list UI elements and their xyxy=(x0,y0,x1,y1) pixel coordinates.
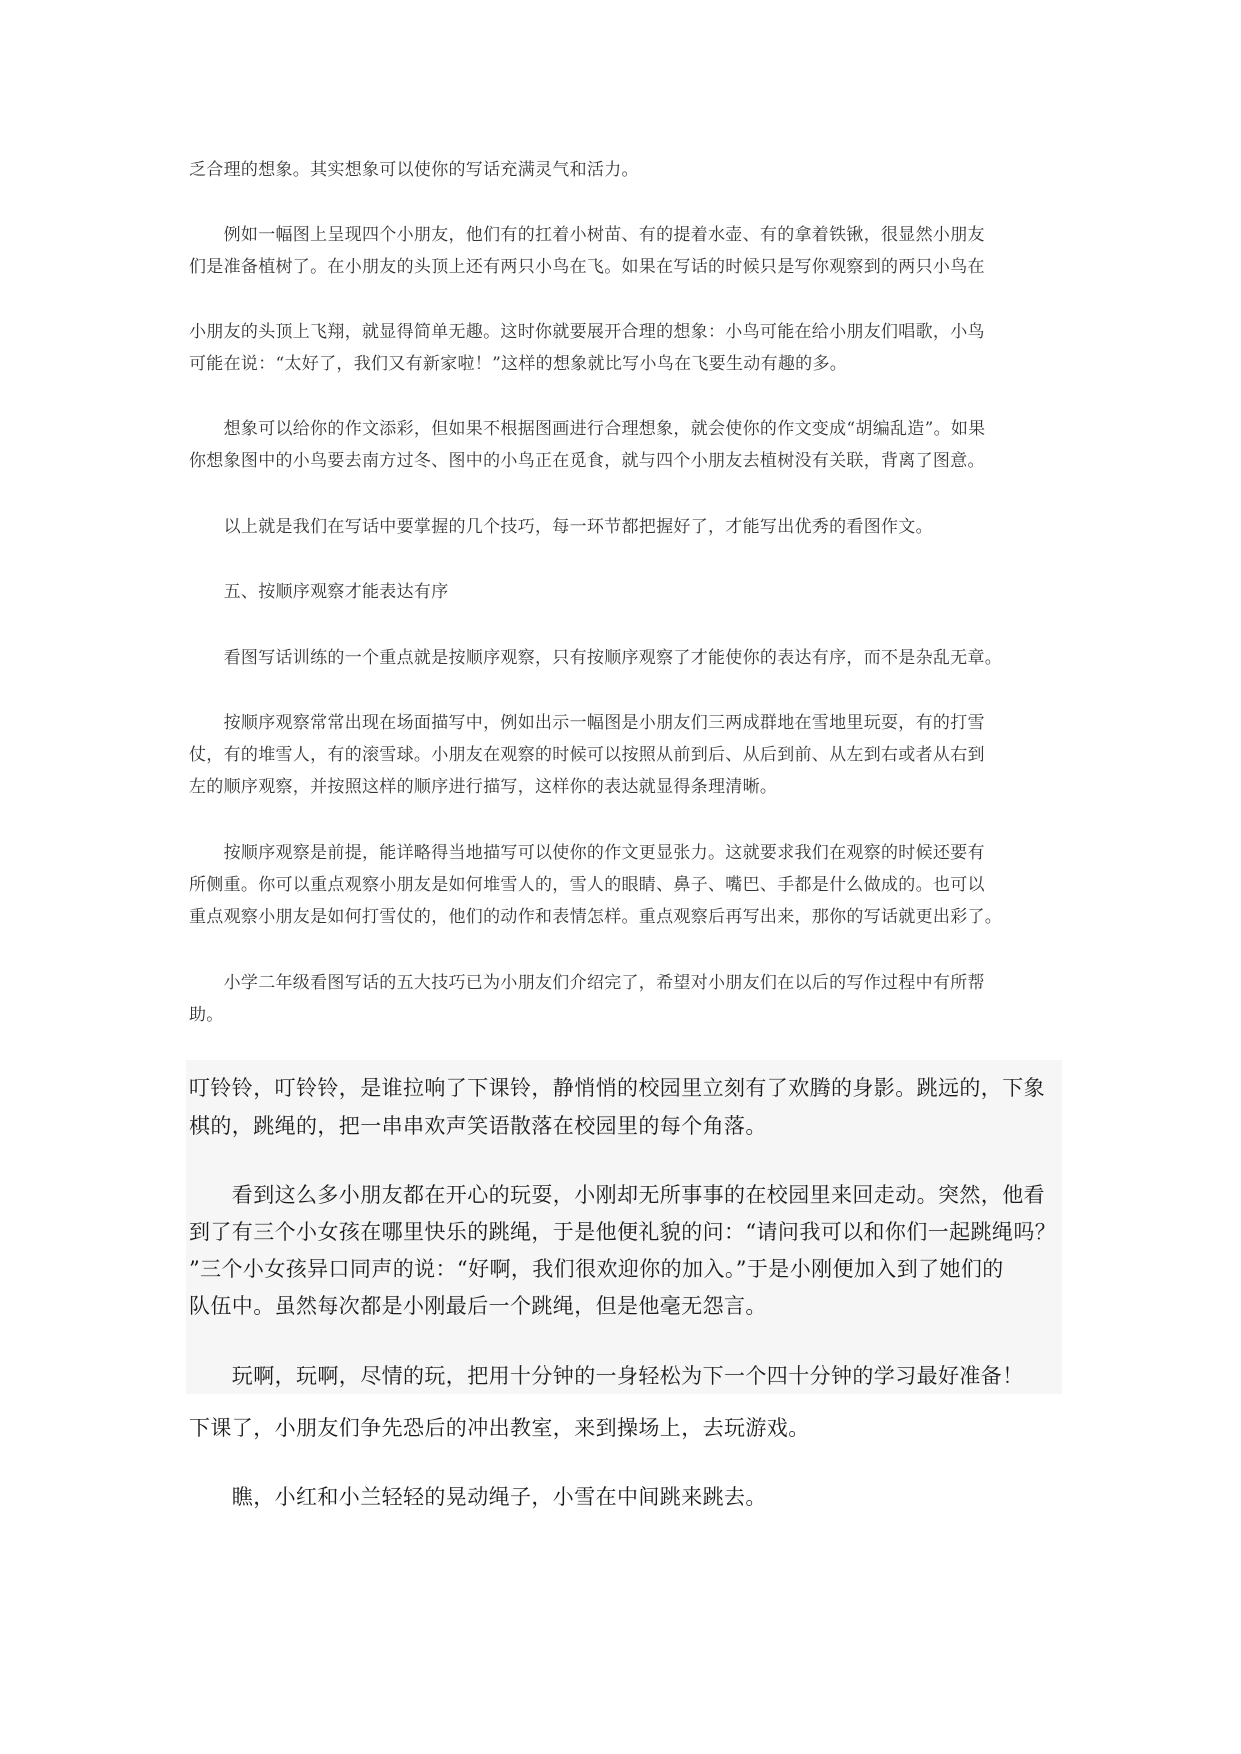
article-line: 可能在说：“太好了，我们又有新家啦！”这样的想象就比写小鸟在飞要生动有趣的多。 xyxy=(189,354,848,374)
article-line: 看图写话训练的一个重点就是按顺序观察，只有按顺序观察了才能使你的表达有序，而不是杂乱无章。 xyxy=(189,648,1003,668)
article-line: 按顺序观察是前提，能详略得当地描写可以使你的作文更显张力。这就要求我们在观察的时候还要有 xyxy=(189,843,985,863)
composition-line: 叮铃铃，叮铃铃，是谁拉响了下课铃，静悄悄的校园里立刻有了欢腾的身影。跳远的，下象 xyxy=(189,1076,1045,1100)
article-line: 所侧重。你可以重点观察小朋友是如何堆雪人的，雪人的眼睛、鼻子、嘴巴、手都是什么做成的。也可以 xyxy=(189,875,985,895)
article-line: 小朋友的头顶上飞翔，就显得简单无趣。这时你就要展开合理的想象：小鸟可能在给小朋友们唱歌，小鸟 xyxy=(189,322,985,342)
composition-line: ”三个小女孩异口同声的说：“好啊，我们很欢迎你的加入。”于是小刚便加入到了她们的 xyxy=(189,1257,1004,1281)
article-line: 以上就是我们在写话中要掌握的几个技巧，每一环节都把握好了，才能写出优秀的看图作文。 xyxy=(189,517,933,537)
article-line: 例如一幅图上呈现四个小朋友，他们有的扛着小树苗、有的提着水壶、有的拿着铁锹，很显然小朋友 xyxy=(189,225,985,245)
composition-line: 到了有三个小女孩在哪里快乐的跳绳，于是他便礼貌的问：“请问我可以和你们一起跳绳吗？ xyxy=(189,1220,1057,1244)
article-line: 重点观察小朋友是如何打雪仗的，他们的动作和表情怎样。重点观察后再写出来，那你的写话就更出彩了。 xyxy=(189,907,1003,927)
article-line: 助。 xyxy=(189,1005,224,1025)
article-line: 们是准备植树了。在小朋友的头顶上还有两只小鸟在飞。如果在写话的时候只是写你观察到的两只小鸟在 xyxy=(189,257,985,277)
composition-line: 看到这么多小朋友都在开心的玩耍，小刚却无所事事的在校园里来回走动。突然，他看 xyxy=(189,1183,1045,1207)
article-line: 仗，有的堆雪人，有的滚雪球。小朋友在观察的时候可以按照从前到后、从后到前、从左到右或者从右到 xyxy=(189,745,985,765)
composition-line: 玩啊，玩啊，尽情的玩，把用十分钟的一身轻松为下一个四十分钟的学习最好准备！ xyxy=(189,1364,1024,1388)
section-heading: 五、按顺序观察才能表达有序 xyxy=(189,582,449,602)
article-line: 你想象图中的小鸟要去南方过冬、图中的小鸟正在觅食，就与四个小朋友去植树没有关联，背离了图意。 xyxy=(189,451,985,471)
article-line: 小学二年级看图写话的五大技巧已为小朋友们介绍完了，希望对小朋友们在以后的写作过程中有所帮 xyxy=(189,973,985,993)
article-line: 乏合理的想象。其实想象可以使你的写话充满灵气和活力。 xyxy=(189,160,639,180)
composition-line: 瞧，小红和小兰轻轻的晃动绳子，小雪在中间跳来跳去。 xyxy=(189,1485,767,1509)
article-line: 左的顺序观察，并按照这样的顺序进行描写，这样你的表达就显得条理清晰。 xyxy=(189,777,778,797)
composition-line: 下课了，小朋友们争先恐后的冲出教室，来到操场上，去玩游戏。 xyxy=(189,1416,810,1440)
composition-line: 棋的，跳绳的，把一串串欢声笑语散落在校园里的每个角落。 xyxy=(189,1114,767,1138)
composition-line: 队伍中。虽然每次都是小刚最后一个跳绳，但是他毫无怨言。 xyxy=(189,1294,767,1318)
article-line: 想象可以给你的作文添彩，但如果不根据图画进行合理想象，就会使你的作文变成“胡编乱造”。如果 xyxy=(189,419,986,439)
article-line: 按顺序观察常常出现在场面描写中，例如出示一幅图是小朋友们三两成群地在雪地里玩耍，有的打雪 xyxy=(189,713,985,733)
